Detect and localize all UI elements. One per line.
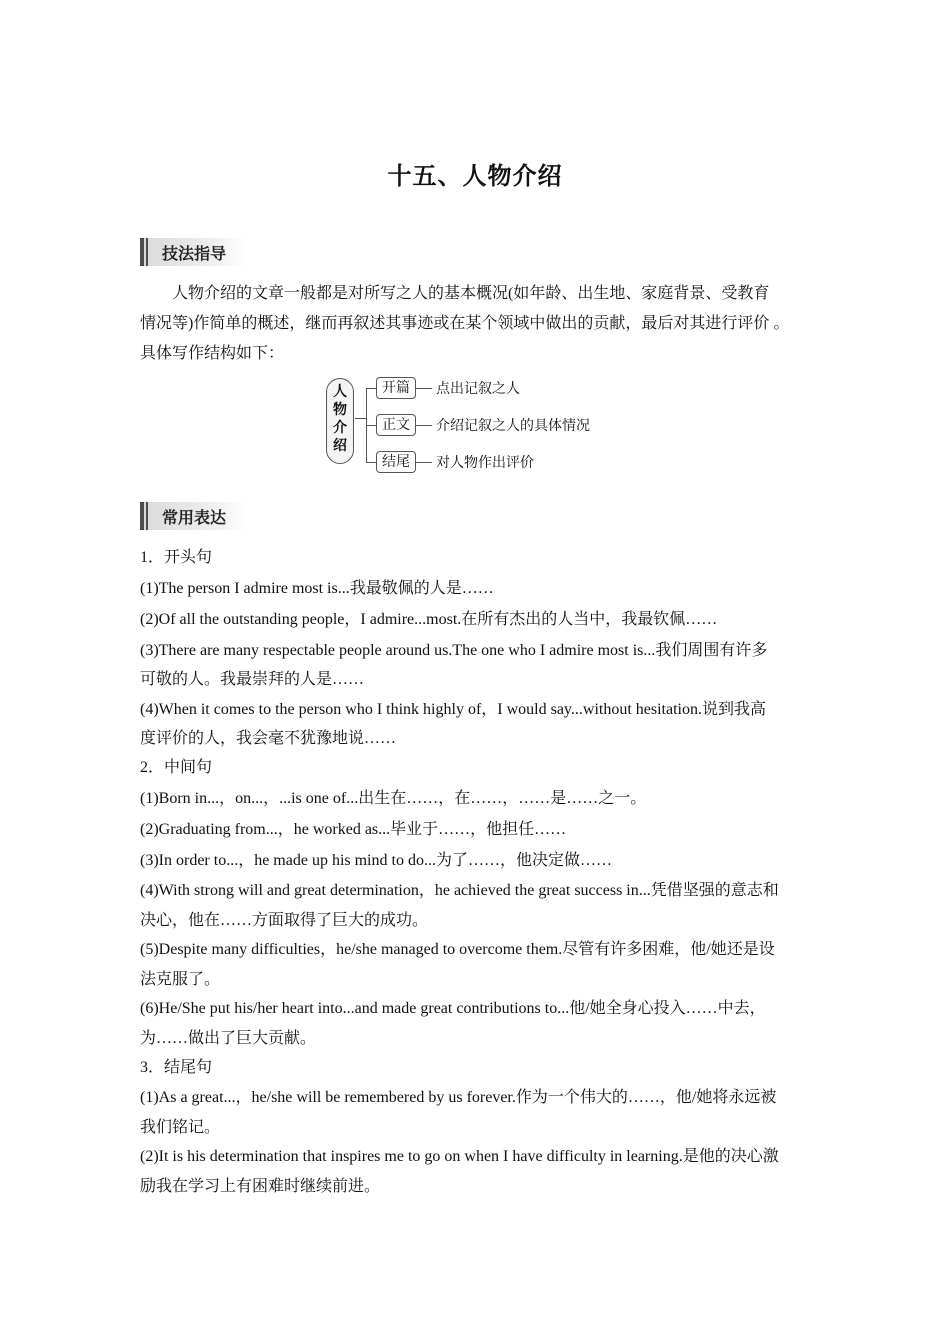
sentence-line: (6)He/She put his/her heart into...and made great contributions to...他/她全身心投入……中去， bbox=[140, 1000, 766, 1017]
diagram-root-char: 绍 bbox=[333, 438, 347, 454]
diagram-text-opening: 点出记叙之人 bbox=[436, 381, 520, 397]
intro-line: 人物介绍的文章一般都是对所写之人的基本概况(如年龄、出生地、家庭背景、受教育 bbox=[172, 285, 770, 302]
sentence-line: 度评价的人，我会毫不犹豫地说…… bbox=[140, 730, 397, 747]
sentence-line: (3)There are many respectable people around us.The one who I admire most is...我们周围有许多 bbox=[140, 642, 768, 659]
diagram-root-char: 物 bbox=[333, 402, 347, 418]
sentence-line: 我们铭记。 bbox=[140, 1119, 221, 1136]
sentence-line: 为……做出了巨大贡献。 bbox=[140, 1030, 317, 1047]
sentence-line: (4)When it comes to the person who I think highly of，I would say...without hesitation.说到我高 bbox=[140, 701, 766, 718]
sentence-line: 法克服了。 bbox=[140, 971, 221, 988]
section-marker bbox=[146, 238, 148, 266]
sentence-line: (4)With strong will and great determination，he achieved the great success in...凭借坚强的意志和 bbox=[140, 882, 779, 899]
connector-line bbox=[416, 425, 432, 426]
connector-line bbox=[366, 425, 376, 426]
intro-line: 情况等)作简单的概述，继而再叙述其事迹或在某个领域中做出的贡献，最后对其进行评价 。 bbox=[140, 315, 790, 332]
sentence-line: (1)As a great...，he/she will be remembered by us forever.作为一个伟大的……，他/她将永远被 bbox=[140, 1089, 777, 1106]
diagram-text-body: 介绍记叙之人的具体情况 bbox=[436, 418, 590, 434]
connector-line bbox=[366, 388, 376, 389]
page-title: 十五、人物介绍 bbox=[387, 162, 563, 190]
sentence-line: (2)Of all the outstanding people，I admire...most.在所有杰出的人当中，我最钦佩…… bbox=[140, 611, 718, 628]
section-marker bbox=[140, 238, 144, 266]
diagram-root-char: 人 bbox=[333, 384, 347, 400]
sentence-line: 励我在学习上有困难时继续前进。 bbox=[140, 1178, 381, 1195]
sentence-line: (1)Born in...，on...，...is one of...出生在……，在……，……是……之一。 bbox=[140, 790, 647, 807]
diagram-root bbox=[326, 378, 354, 464]
diagram-box-opening: 开篇 bbox=[376, 377, 416, 399]
subheading-ending: 3．结尾句 bbox=[140, 1059, 213, 1076]
sentence-line: (3)In order to...，he made up his mind to do...为了……，他决定做…… bbox=[140, 852, 612, 869]
sentence-line: (1)The person I admire most is...我最敬佩的人是…… bbox=[140, 580, 494, 597]
structure-diagram bbox=[326, 374, 646, 474]
section-label: 常用表达 bbox=[162, 508, 227, 527]
subheading-middle: 2．中间句 bbox=[140, 759, 213, 776]
section-marker bbox=[140, 502, 144, 530]
section-header-technique bbox=[140, 238, 248, 266]
section-label: 技法指导 bbox=[162, 244, 227, 263]
sentence-line: 可敬的人。我最崇拜的人是…… bbox=[140, 671, 365, 688]
sentence-line: (5)Despite many difficulties，he/she managed to overcome them.尽管有许多困难，他/她还是设 bbox=[140, 941, 775, 958]
connector-line bbox=[416, 388, 432, 389]
sentence-line: 决心，他在……方面取得了巨大的成功。 bbox=[140, 912, 429, 929]
section-marker bbox=[146, 502, 148, 530]
diagram-box-body: 正文 bbox=[376, 414, 416, 436]
intro-line: 具体写作结构如下： bbox=[140, 345, 285, 362]
diagram-box-ending: 结尾 bbox=[376, 451, 416, 473]
connector-line bbox=[416, 462, 432, 463]
sentence-line: (2)It is his determination that inspires me to go on when I have difficulty in learning.是他的决心激 bbox=[140, 1148, 779, 1165]
section-header-expressions bbox=[140, 502, 248, 530]
connector-line bbox=[366, 462, 376, 463]
diagram-root-char: 介 bbox=[333, 420, 347, 436]
subheading-opening: 1．开头句 bbox=[140, 549, 213, 566]
sentence-line: (2)Graduating from...，he worked as...毕业于……，他担任…… bbox=[140, 821, 567, 838]
diagram-text-ending: 对人物作出评价 bbox=[436, 455, 534, 471]
connector-line bbox=[355, 418, 366, 419]
